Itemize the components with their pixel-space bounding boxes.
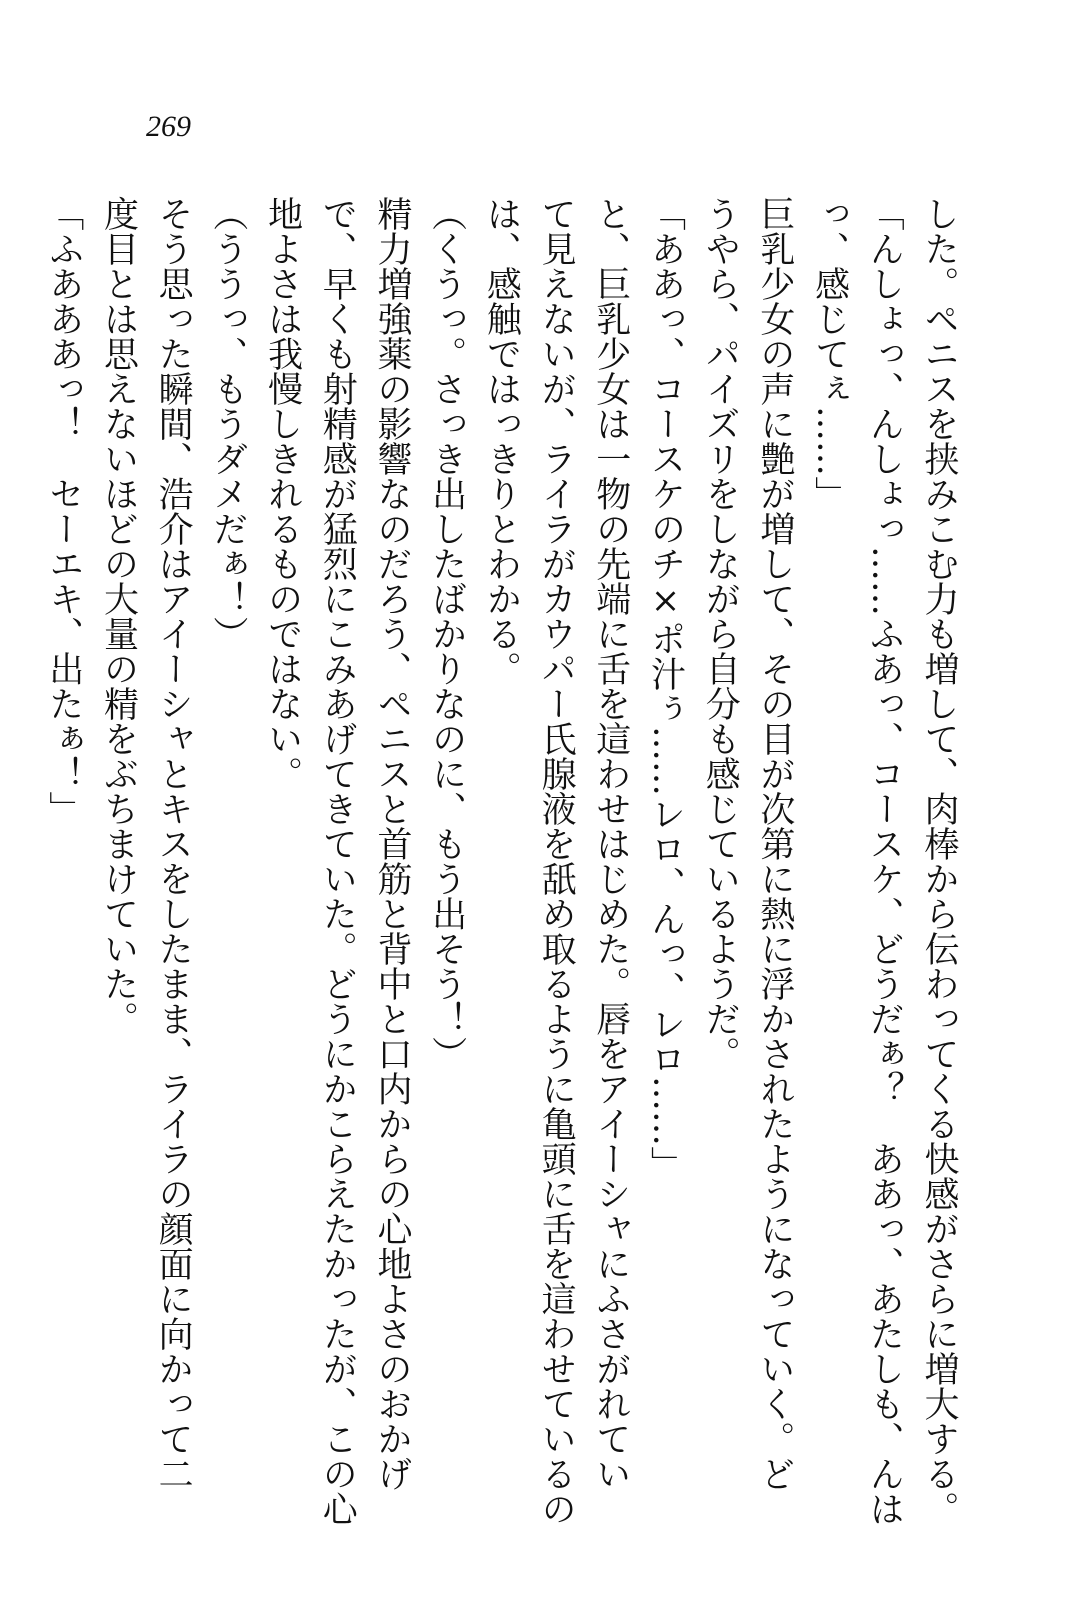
text-line: て見えないが、ライラがカウパー氏腺液を舐め取るように亀頭に舌を這わせているの — [536, 196, 577, 1526]
text-line: 巨乳少女の声に艶が増して、その目が次第に熱に浮かされたようになっていく。ど — [754, 196, 795, 1491]
text-line: と、巨乳少女は一物の先端に舌を這わせはじめた。唇をアイーシャにふさがれてい — [590, 196, 631, 1491]
text-line: で、早くも射精感が猛烈にこみあげてきていた。どうにかこらえたかったが、この心 — [317, 196, 358, 1526]
text-line: っ、感じてぇ……」 — [809, 196, 850, 511]
text-line: そう思った瞬間、浩介はアイーシャとキスをしたまま、ライラの顔面に向かって二 — [153, 196, 194, 1491]
text-line: （ううっ、もうダメだぁ！） — [207, 196, 248, 651]
page-number: 269 — [146, 110, 191, 143]
text-line: 地よさは我慢しきれるものではない。 — [262, 196, 303, 791]
text-line: 「ふあああっ！ セーエキ、出たぁ！」 — [43, 196, 84, 826]
text-line: 「んしょっ、んしょっ……ふあっ、コースケ、どうだぁ？ ああっ、あたしも、んは — [864, 196, 905, 1526]
text-line: 「ああっ、コースケのチ×ポ汁ぅ……レロ、んっ、レロ……」 — [645, 196, 686, 1181]
text-line: した。ペニスを挟みこむ力も増して、肉棒から伝わってくる快感がさらに増大する。 — [919, 196, 959, 1526]
text-line: （くうっ。さっき出したばかりなのに、もう出そう！） — [426, 196, 467, 1071]
vertical-body-text — [36, 196, 966, 1526]
text-line: 精力増強薬の影響なのだろう、ペニスと首筋と背中と口内からの心地よさのおかげ — [371, 196, 412, 1491]
text-line: うやら、パイズリをしながら自分も感じているようだ。 — [700, 196, 741, 1071]
text-line: 度目とは思えないほどの大量の精をぶちまけていた。 — [98, 196, 139, 1036]
text-line: は、感触ではっきりとわかる。 — [481, 196, 522, 686]
